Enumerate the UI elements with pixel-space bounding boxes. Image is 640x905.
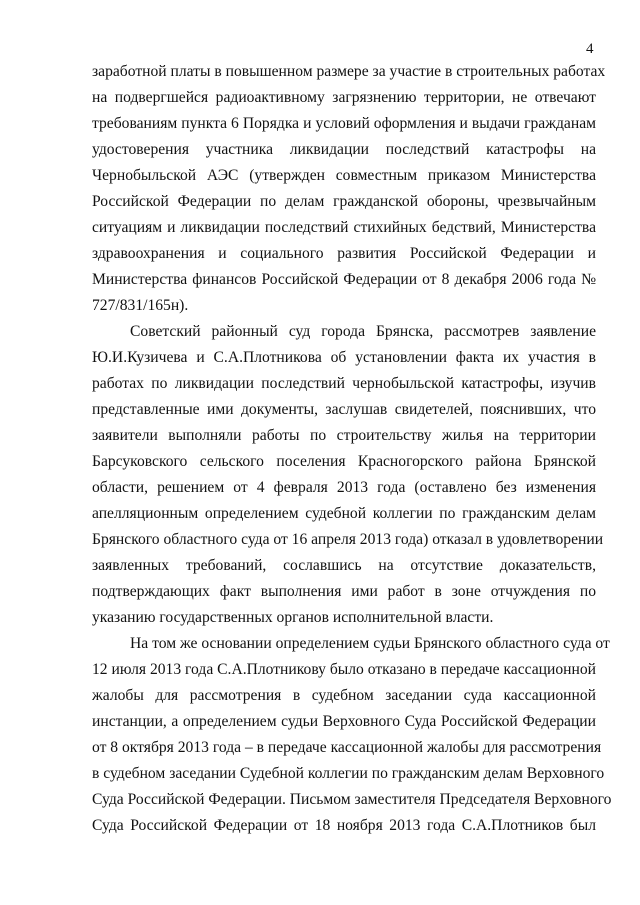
paragraph-1 bbox=[92, 59, 606, 319]
text-line: удостоверения участника ликвидации последствий катастрофы на bbox=[92, 141, 596, 158]
text-line: представленные ими документы, заслушав свидетелей, пояснивших, что bbox=[92, 401, 596, 418]
text-line: требованиям пункта 6 Порядка и условий оформления и выдачи гражданам bbox=[92, 115, 596, 132]
text-line: области, решением от 4 февраля 2013 года (оставлено без изменения bbox=[92, 479, 596, 496]
text-line: 12 июля 2013 года С.А.Плотникову было отказано в передаче кассационной bbox=[92, 661, 596, 678]
text-line: на подвергшейся радиоактивному загрязнению территории, не отвечают bbox=[92, 89, 596, 106]
paragraph-2 bbox=[92, 319, 604, 631]
text-line: Брянского областного суда от 16 апреля 2013 года) отказал в удовлетворении bbox=[92, 531, 604, 548]
text-line: 727/831/165н). bbox=[92, 297, 189, 314]
text-line: Советский районный суд города Брянска, рассмотрев заявление bbox=[130, 323, 596, 340]
text-line: подтверждающих факт выполнения ими работ в зоне отчуждения по bbox=[92, 583, 596, 600]
text-line: Суда Российской Федерации от 18 ноября 2013 года С.А.Плотников был bbox=[92, 817, 596, 834]
text-line: заявленных требований, сославшись на отсутствие доказательств, bbox=[92, 557, 596, 574]
text-line: заявители выполняли работы по строительству жилья на территории bbox=[92, 427, 596, 444]
paragraph-3 bbox=[92, 631, 612, 839]
text-line: На том же основании определением судьи Брянского областного суда от bbox=[130, 635, 610, 652]
text-line: заработной платы в повышенном размере за участие в строительных работах bbox=[92, 63, 606, 80]
text-line: указанию государственных органов исполнительной власти. bbox=[92, 609, 494, 626]
text-line: инстанции, а определением судьи Верховного Суда Российской Федерации bbox=[92, 713, 596, 730]
text-line: Чернобыльской АЭС (утвержден совместным приказом Министерства bbox=[92, 167, 596, 184]
text-line: Барсуковского сельского поселения Красногорского района Брянской bbox=[92, 453, 596, 470]
text-line: здравоохранения и социального развития Российской Федерации и bbox=[92, 245, 596, 262]
text-line: ситуациям и ликвидации последствий стихийных бедствий, Министерства bbox=[92, 219, 596, 236]
text-line: Российской Федерации по делам гражданской обороны, чрезвычайным bbox=[92, 193, 596, 210]
text-line: Министерства финансов Российской Федерации от 8 декабря 2006 года № bbox=[92, 271, 596, 288]
text-line: от 8 октября 2013 года – в передаче кассационной жалобы для рассмотрения bbox=[92, 739, 602, 756]
text-line: работах по ликвидации последствий чернобыльской катастрофы, изучив bbox=[92, 375, 596, 392]
text-line: жалобы для рассмотрения в судебном заседании суда кассационной bbox=[92, 687, 596, 704]
text-line: в судебном заседании Судебной коллегии по гражданским делам Верховного bbox=[92, 765, 605, 782]
document-body bbox=[92, 59, 612, 839]
text-line: апелляционным определением судебной коллегии по гражданским делам bbox=[92, 505, 596, 522]
text-line: Суда Российской Федерации. Письмом заместителя Председателя Верховного bbox=[92, 791, 612, 808]
page-number: 4 bbox=[586, 41, 594, 57]
text-line: Ю.И.Кузичева и С.А.Плотникова об установлении факта их участия в bbox=[92, 349, 596, 366]
